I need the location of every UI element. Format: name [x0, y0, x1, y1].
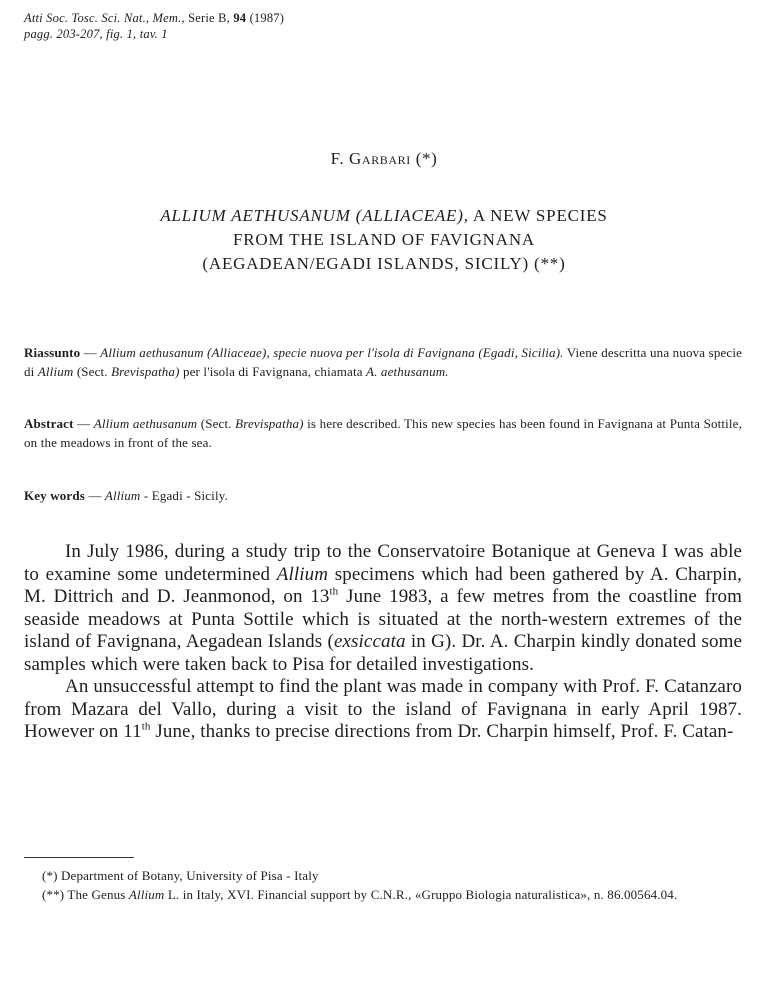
body-paragraph-1	[24, 541, 742, 676]
paper-title	[60, 204, 708, 276]
keywords-rest: - Egadi - Sicily.	[143, 488, 228, 503]
footnote-2-text-a: (**) The Genus	[42, 887, 126, 902]
author-initial: F.	[330, 149, 345, 168]
abstract-species: Allium aethusanum	[93, 416, 198, 431]
p2-text-b: June, thanks to precise directions from Dr. Charpin himself, Prof. F. Catan-	[155, 721, 734, 742]
body-text	[24, 541, 742, 744]
keywords-block	[24, 486, 742, 505]
riassunto-text-1: Viene descritta una nuova specie di	[24, 345, 743, 379]
body-paragraph-2	[24, 676, 742, 744]
footnote-2	[24, 885, 742, 904]
p2-superscript: th	[141, 720, 151, 733]
journal-citation	[24, 10, 284, 42]
abstract-dash: —	[77, 416, 91, 431]
author-footnote-mark: (*)	[415, 149, 438, 168]
journal-volume: 94	[233, 11, 247, 25]
abstract-text-2: is here described. This new species has been found in Favignana at Punta Sottile, on the meadows in front of the sea.	[24, 416, 743, 450]
keywords-genus: Allium	[104, 488, 141, 503]
p1-text-d: in G). Dr. A. Charpin kindly donated some samples which were taken back to Pisa for detailed investigations.	[24, 631, 742, 675]
journal-year: (1987)	[249, 11, 285, 25]
footnotes	[24, 866, 742, 904]
riassunto-section: Brevispatha)	[111, 364, 180, 379]
riassunto-text-3: per l'isola di Favignana, chiamata	[182, 364, 363, 379]
p1-text-a: In July 1986, during a study trip to the Conservatoire Botanique at Geneva I was able to examine some undetermined	[24, 541, 742, 585]
title-line-1	[60, 204, 708, 228]
title-species: ALLIUM AETHUSANUM (ALLIACEAE),	[160, 206, 469, 225]
riassunto-label: Riassunto	[24, 345, 81, 360]
abstract-section: Brevispatha)	[235, 416, 304, 431]
keywords-label: Key words	[24, 488, 85, 503]
p1-superscript: th	[329, 585, 339, 598]
riassunto-italic: Allium aethusanum (Alliaceae), specie nuova per l'isola di Favignana (Egadi, Sicilia).	[100, 345, 564, 360]
journal-name: Atti Soc. Tosc. Sci. Nat., Mem.,	[24, 11, 185, 25]
abstract-label: Abstract	[24, 416, 74, 431]
author-line	[0, 149, 768, 169]
keywords-dash: —	[88, 488, 102, 503]
riassunto-dash: —	[83, 345, 97, 360]
footnote-1: (*) Department of Botany, University of Pisa - Italy	[42, 868, 319, 883]
title-line-3: (AEGADEAN/EGADI ISLANDS, SICILY) (**)	[202, 254, 566, 273]
footnote-rule	[24, 857, 134, 858]
footnote-2-genus: Allium	[128, 887, 165, 902]
riassunto-text-2: (Sect.	[76, 364, 108, 379]
p2-text-a: An unsuccessful attempt to find the plant was made in company with Prof. F. Catanzaro from Mazara del Vallo, during a visit to the island of Favignana in early April 1987. However on 11	[24, 676, 742, 742]
riassunto-block	[24, 343, 742, 381]
author-surname: Garbari	[349, 149, 411, 168]
p1-genus: Allium	[276, 563, 329, 585]
citation-pages: pagg. 203-207, fig. 1, tav. 1	[24, 27, 168, 41]
riassunto-genus: Allium	[37, 364, 74, 379]
abstract-text-1: (Sect.	[200, 416, 232, 431]
title-line-2: FROM THE ISLAND OF FAVIGNANA	[233, 230, 535, 249]
p1-text-c: June 1983, a few metres from the coastline from seaside meadows at Punta Sottile which is situated at the north-western extremes of the island of Favignana, Aegadean Islands (	[24, 586, 742, 652]
p1-exsiccata: exsiccata	[333, 631, 406, 652]
p1-text-b: specimens which had been gathered by A. Charpin, M. Dittrich and D. Jeanmonod, on 13	[24, 563, 742, 607]
footnote-2-text-b: L. in Italy, XVI. Financial support by C.N.R., «Gruppo Biologia naturalistica», n. 86.00564.04.	[167, 887, 678, 902]
journal-series: Serie B,	[188, 11, 230, 25]
riassunto-species: A. aethusanum.	[366, 364, 449, 379]
citation-line-1	[24, 10, 284, 26]
abstract-block	[24, 414, 742, 452]
title-line-1-rest: A NEW SPECIES	[472, 206, 608, 225]
